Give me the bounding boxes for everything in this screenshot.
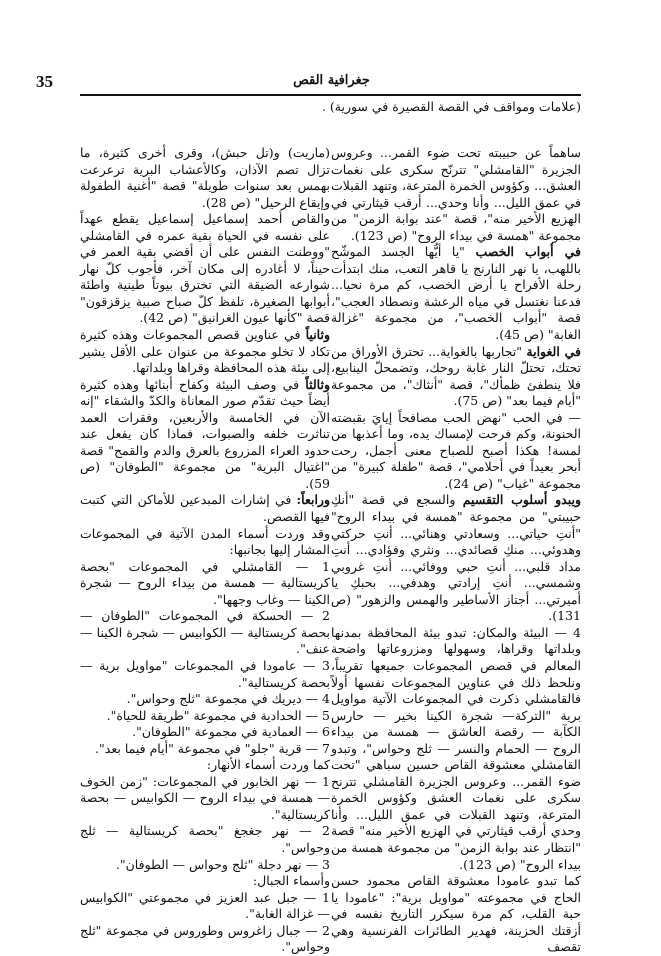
header-rule bbox=[80, 94, 581, 96]
paragraph-lead: ورابعاً: bbox=[296, 492, 330, 508]
paragraph-text: والقاص أحمد إسماعيل إسماعيل يقطع عهداً على نفسه في الحياة بقية عمره في القامشلي "ووطنت النفس على أن أقضي بقية العمر في حيناً، لا أغادره إلى مكان آخر، فأجوب كلّ نهار شوارعه الضيقة التي تخترق بيوتاً طينية واطئة أبوابها الصغيرة، تلفظ كلّ صباح صبية يزقزقون" قصة "كأنها عيون الغرانيق" (ص 42). bbox=[80, 211, 330, 326]
paragraph-text: في إشارات المبدعين للأماكن التي كتبت فيها القصص. bbox=[80, 492, 330, 525]
left-column bbox=[80, 145, 330, 956]
list-item-text: 1 — القامشلي في المجموعات "بحصة كريستالية — همسة من بيداء الروح — شجرة الكينا — وغاب وجهها". bbox=[80, 558, 330, 607]
paragraph-text: "يا أيُّها الجسد الموشّح باللهب، يا نهر النارنج يا قاهر التعب، منك ابتدأت رحلة الأفراح يا أرض الخصب، كم مرة نحيا... فدعنا نغتسل في مياه الرعشة ونصطاد العجب"، قصة "أبواب الخصب"، من مجموعة "غزالة الغابة" (ص 45). bbox=[331, 244, 581, 343]
paragraph-text: "تجاربها بالغواية... تحترق الأوراق من تحتك، تحتلّ النار غابة روحك، وتضمحلّ الينابيع، فلا ينطفئ ظمأك"، قصة "أنثاك"، من مجموعة "أيام فيما بعد" (ص 75). bbox=[331, 343, 581, 409]
list-item bbox=[80, 708, 330, 725]
list-item bbox=[80, 774, 330, 824]
paragraph-text: في عناوين قصص المجموعات وهذه كثيرة تكاد لا تخلو مجموعة من عنوان على الأقل يشير إلى بيئة هذه المحافظة وقراها وبلداتها. bbox=[80, 327, 330, 376]
paragraph-text: ساهماً عن حبيبته تحت ضوء القمر... وعروس الجزيرة "القامشلي" تترنّح سكرى على نغمات العشق... وكؤوس الخمرة المترعة، وتنهد القبلات في عمق الليل... وأنا وحدي... أرقب قيثارتي في الهزيع الأخير منه"، قصة "عند بوابة الزمن" من مجموعة "همسة في بيداء الروح" (ص 123). bbox=[331, 145, 581, 243]
paragraph bbox=[80, 327, 330, 377]
list-item-text: 2 — جبال زاغروس وطوروس في مجموعة "ثلج وحواس". bbox=[80, 922, 330, 955]
paragraph-lead: ويبدو أسلوب التقسيم bbox=[462, 492, 581, 508]
list-item bbox=[80, 559, 330, 609]
page-number: 35 bbox=[36, 72, 53, 91]
list-item bbox=[80, 823, 330, 856]
paragraph-lead: وثالثاً bbox=[305, 376, 330, 392]
list-item-text: 4 — ديريك في مجموعة "ثلج وحواس". bbox=[126, 691, 330, 707]
paragraph-text: وقد وردت أسماء المدن الآتية في المجموعات المشار إليها بجانبها: bbox=[80, 525, 330, 558]
paragraph bbox=[331, 145, 581, 244]
list-item bbox=[80, 890, 330, 923]
running-title: جغرافية القص bbox=[293, 73, 370, 88]
list-item bbox=[80, 608, 330, 658]
paragraph bbox=[80, 526, 330, 559]
paragraph-text: كما تبدو عامودا معشوقة القاص محمود حسن الحاج في مجموعته "مواويل برية": "عامودا يا حبة القلب، كم مرة سيكرر التاريخ نفسه في أزقتك الحزينة، فهدير الطائرات الفرنسية وهي تقصف bbox=[331, 873, 581, 955]
paragraph bbox=[80, 492, 330, 525]
paragraph-text: في وصف البيئة وكفاح أبنائها وهذه كثيرة أيضاً حيث تقدّم صور المعاناة والكدّ والشقاء "إنه الآن في الخامسة والأربعين، وفقرات العمد تناثرت خلفه والصبوات، فماذا كان يفعل عند حدود العراء المزروع بالعرق والدم والقمح" قصة "اغتيال البرية" من مجموعة "الطوفان" (ص 59). bbox=[80, 376, 330, 491]
list-item-text: 5 — الحدادية في مجموعة "طريقة للحياة". bbox=[106, 707, 330, 723]
paragraph-text: والسجع في قصة "أنكِ حبيبتي" من مجموعة "همسة في بيداء الروح" "أنتِ حياتي... وسعادتي وهنائي... أنتِ حركتي وهدوئي... منكِ قصائدي... ونثري وفؤادي... أنتِ مداد قلبي... أنتِ حبي ووفائي... أنتِ غروبي وشمسي... أنتِ إرادتي وهدفي... بحبكِ يا أميرتي... أجتاز الأساطير والهمس والزهور" (ص 131). bbox=[331, 492, 581, 624]
list-item bbox=[80, 724, 330, 741]
paragraph-lead: في أبواب الخصب bbox=[475, 244, 581, 260]
list-item-text: 1 — جبل عبد العزيز في مجموعتي "الكوابيس — غزالة الغابة". bbox=[80, 889, 330, 922]
paragraph-lead: في الغواية bbox=[526, 343, 581, 359]
list-item-text: 3 — نهر دجلة "ثلج وحواس — الطوفان". bbox=[115, 856, 330, 872]
list-item bbox=[80, 741, 330, 758]
paragraph-text: وأسماء الجبال: bbox=[252, 873, 330, 889]
list-item-text: 7 — قرية "جلو" في مجموعة "أيام فيما بعد". bbox=[95, 740, 330, 756]
list-item bbox=[80, 691, 330, 708]
paragraph bbox=[331, 625, 581, 873]
running-subtitle: (علامات ومواقف في القصة القصيرة في سورية) . bbox=[321, 99, 581, 114]
paragraph-lead: وثانياً bbox=[305, 327, 330, 343]
list-item bbox=[80, 658, 330, 691]
paragraph-text: 4 — البيئة والمكان: تبدو بيئة المحافظة بمدنها وبلداتها وقراها، وسهولها ومزروعاتها واضحة المعالم في قصص المجموعات جميعها تقريباً، ونلحظ ذلك في عناوين المجموعات نفسها أولاً فالقامشلي ذكرت في المجموعات الآتية مواويل برية "التركة— شجرة الكينا بخير — حارس الكآبة — رقصة العاشق — همسة من بيداء الروح — الحمام والنسر — ثلج وحواس"، وتبدو القامشلي معشوقة القاص حسين سباهي "تحت ضوء القمر... وعروس الجزيرة القامشلي تترنح سكرى على نغمات العشق وكؤوس الخمرة المترعة، وتنهد القبلات في عمق الليل... وأنا وحدي أرقب قيثارتي في الهزيع الأخير منه" قصة "انتظار عند بوابة الزمن" من مجموعة همسة من بيداء الروح" (ص 123). bbox=[331, 624, 581, 872]
list-item-text: 3 — عامودا في المجموعات "مواويل برية — بحصة كريستالية". bbox=[80, 657, 330, 690]
paragraph bbox=[331, 492, 581, 624]
paragraph bbox=[80, 145, 330, 211]
list-item bbox=[80, 857, 330, 874]
list-item-text: 1 — نهر الخابور في المجموعات: "زمن الخوف — همسة في بيداء الروح — الكوابيس — بحصة كريستالية". bbox=[80, 773, 330, 822]
paragraph-text: (ماريت) و(تل حبش)، وقرى أخرى كثيرة، ما تزال تصم الآذان، وكالأعشاب البرية ترعرعت بهمس بعد سنوات طويلة" قصة "أغنية الطفولة وإيقاع الرحيل" (ص 28). bbox=[80, 145, 330, 210]
list-item-text: 2 — نهر جغجغ "بحصة كريستالية — ثلج وحواس". bbox=[80, 823, 330, 855]
paragraph bbox=[80, 377, 330, 493]
list-item-text: 6 — العمادية في مجموعة "الطوفان". bbox=[132, 724, 330, 740]
list-item-text: 2 — الحسكة في المجموعات "الطوفان — بحصة كريستالية — الكوابيس — شجرة الكينا — عنف". bbox=[80, 608, 330, 657]
paragraph-text: كما وردت أسماء الأنهار: bbox=[206, 757, 330, 773]
paragraph-text: — في الحب "نهض الحب مصافحاً إيايَ بقبضته الحنونة، وكم فرحت لإمساك يده، وما أعذبها من لمسة! هكذا أصبح للصباح معنى أجمل، رحت أبحر بعيداً في أحلامي"، قصة "طفلة كبيرة" من مجموعة "غياب" (ص 24). bbox=[331, 409, 581, 491]
list-item bbox=[80, 923, 330, 956]
right-column bbox=[331, 145, 581, 956]
paragraph bbox=[80, 757, 330, 774]
paragraph bbox=[331, 344, 581, 410]
paragraph bbox=[331, 873, 581, 956]
paragraph bbox=[331, 244, 581, 343]
paragraph bbox=[80, 211, 330, 327]
paragraph bbox=[331, 410, 581, 493]
paragraph bbox=[80, 873, 330, 890]
